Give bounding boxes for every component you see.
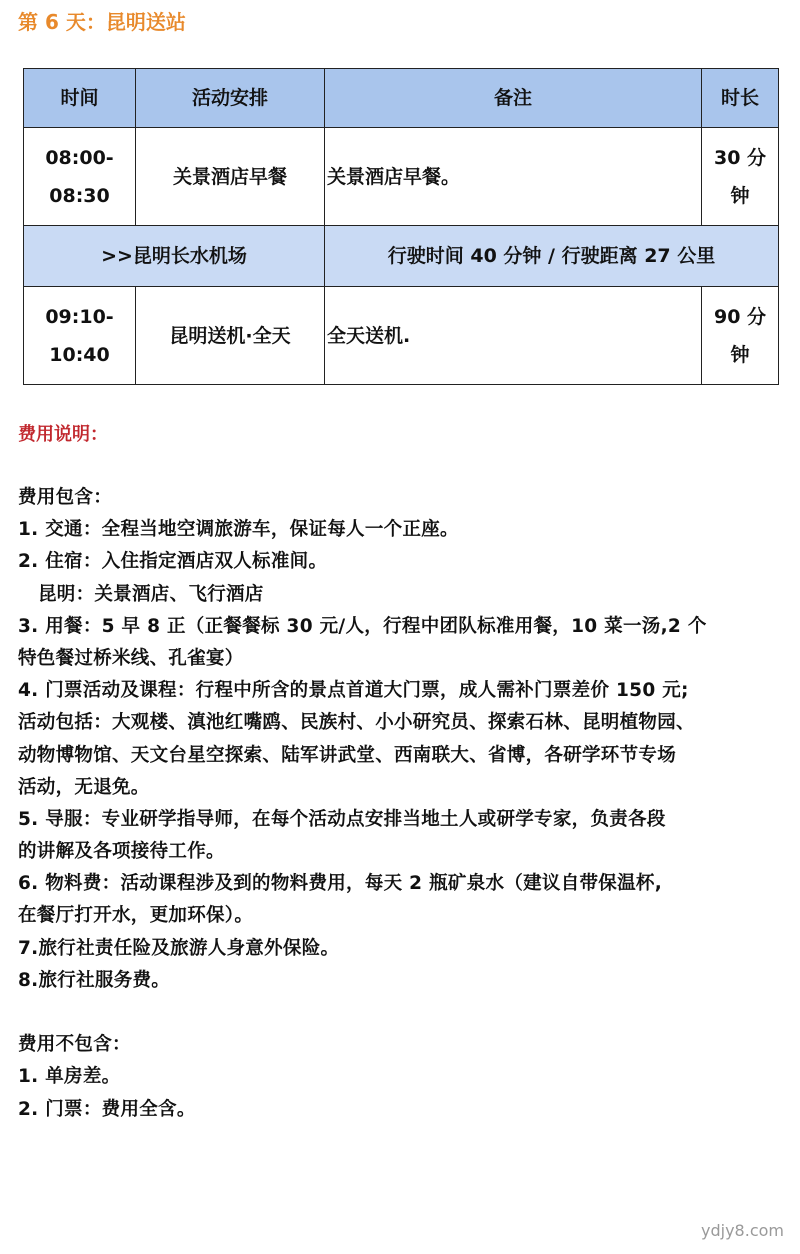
duration-value: 30 分: [713, 146, 767, 169]
fee-line: 3. 用餐：5 早 8 正（正餐餐标 30 元/人，行程中团队标准用餐，10 菜一汤,2 个: [18, 615, 707, 637]
blank-line: [18, 997, 788, 1029]
fee-heading: 费用说明：: [18, 424, 108, 445]
fee-line: 动物博物馆、天文台星空探索、陆军讲武堂、西南联大、省博，各研学环节专场: [18, 744, 677, 766]
fee-line: 6. 物料费：活动课程涉及到的物料费用，每天 2 瓶矿泉水（建议自带保温杯,: [18, 873, 663, 895]
fee-line: 4. 门票活动及课程：行程中所含的景点首道大门票，成人需补门票差价 150 元;: [18, 680, 689, 702]
activity-cell: 关景酒店早餐: [136, 128, 325, 226]
transfer-destination: >>昆明长水机场: [24, 226, 325, 287]
fee-line: 5. 导服：专业研学指导师，在每个活动点安排当地土人或研学专家，负责各段: [18, 808, 666, 830]
table-row: [24, 287, 779, 385]
time-end: 10:40: [49, 343, 110, 366]
time-start: 09:10-: [45, 305, 114, 328]
fee-excluded-heading: 费用不包含：: [18, 1034, 131, 1056]
duration-value: 90 分: [713, 305, 767, 328]
fee-included-heading: 费用包含：: [18, 487, 113, 508]
time-cell: [24, 128, 136, 226]
fee-line: 昆明：关景酒店、飞行酒店: [38, 583, 264, 605]
time-start: 08:00-: [45, 146, 114, 169]
fee-line: 2. 住宿：入住指定酒店双人标准间。: [18, 551, 328, 573]
fee-line: 特色餐过桥米线、孔雀宴）: [18, 647, 244, 669]
fee-line: 1. 单房差。: [18, 1066, 121, 1088]
duration-unit: 钟: [730, 184, 750, 207]
schedule-table: [23, 68, 779, 385]
table-header-row: [24, 69, 779, 128]
duration-unit: 钟: [730, 343, 750, 366]
time-cell: [24, 287, 136, 385]
fee-line: 7.旅行社责任险及旅游人身意外保险。: [18, 937, 340, 959]
table-row: [24, 128, 779, 226]
day-title: 第 6 天：昆明送站: [18, 10, 186, 34]
fee-line: 1. 交通：全程当地空调旅游车，保证每人一个正座。: [18, 519, 459, 541]
fee-line: 在餐厅打开水，更加环保）。: [18, 905, 254, 927]
header-duration: 时长: [702, 69, 779, 128]
transfer-info: 行驶时间 40 分钟 / 行驶距离 27 公里: [325, 226, 779, 287]
note-cell: 关景酒店早餐。: [325, 128, 702, 226]
header-note: 备注: [325, 69, 702, 128]
note-cell: 全天送机.: [325, 287, 702, 385]
time-end: 08:30: [49, 184, 110, 207]
fee-line: 活动包括：大观楼、滇池红嘴鸥、民族村、小小研究员、探索石林、昆明植物园、: [18, 712, 695, 734]
fee-content: [18, 482, 788, 1126]
fee-line: 2. 门票：费用全含。: [18, 1098, 196, 1120]
header-activity: 活动安排: [136, 69, 325, 128]
header-time: 时间: [24, 69, 136, 128]
activity-cell: 昆明送机·全天: [136, 287, 325, 385]
duration-cell: [702, 287, 779, 385]
fee-line: 8.旅行社服务费。: [18, 969, 171, 991]
watermark: ydjy8.com: [701, 1221, 784, 1240]
transfer-row: [24, 226, 779, 287]
fee-line: 的讲解及各项接待工作。: [18, 841, 225, 863]
fee-line: 活动，无退免。: [18, 776, 150, 798]
duration-cell: [702, 128, 779, 226]
